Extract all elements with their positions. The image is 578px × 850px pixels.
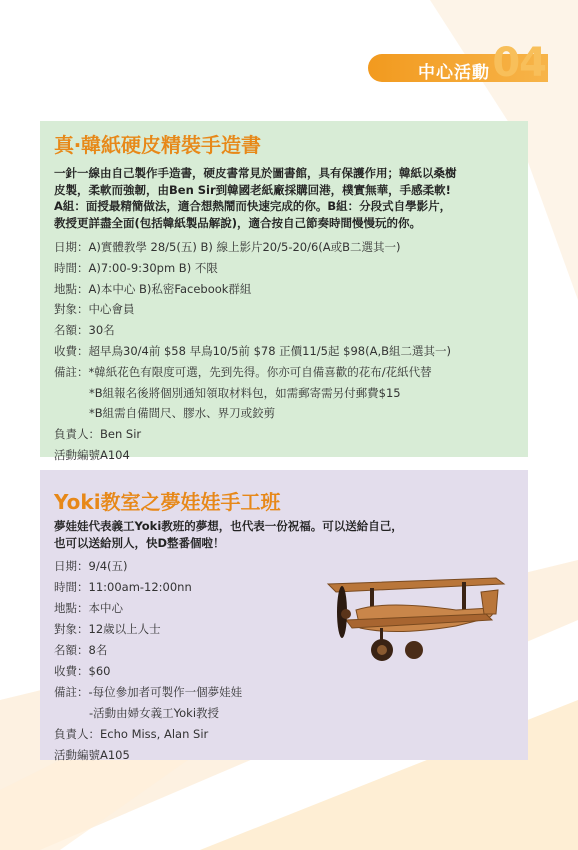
section-number: 04 — [492, 40, 546, 86]
detail-quota: 名額：30名 — [54, 323, 115, 338]
activity-title: 真‧韓紙硬皮精裝手造書 — [54, 133, 261, 157]
detail-time: 時間：A)7:00-9:30pm B) 不限 — [54, 260, 218, 275]
detail-fee: 收費：超早鳥30/4前 $58 早鳥10/5前 $78 正價11/5起 $98(A,B組二選其一) — [54, 343, 451, 358]
detail-remarks-extra: *B組需自備間尺、膠水、界刀或鉸剪 — [89, 406, 276, 421]
detail-remarks: 備註：-每位參加者可製作一個夢娃娃 — [54, 685, 243, 699]
detail-quota: 名額：8名 — [54, 643, 108, 657]
detail-remarks: 備註：*韓紙花色有限度可選，先到先得。你亦可自備喜歡的花布/花紙代替 — [54, 364, 432, 379]
wooden-airplane-icon — [316, 570, 516, 670]
intro-line: 一針一線由自己製作手造書，硬皮書常見於圖書館，具有保護作用；韓紙以桑樹 — [54, 166, 457, 180]
intro-line: 教授更詳盡全面(包括韓紙製品解說)，適合按自己節奏時間慢慢玩的你。 — [54, 215, 422, 230]
detail-person: 負責人：Ben Sir — [54, 427, 142, 442]
detail-date: 日期：A)實體教學 28/5(五) B) 線上影片20/5-20/6(A或B二選其一) — [54, 240, 401, 254]
activity-code: 活動編號A104 — [54, 447, 130, 462]
activity-code: 活動編號A105 — [54, 748, 130, 762]
detail-date: 日期：9/4(五) — [54, 559, 128, 573]
detail-time: 時間：11:00am-12:00nn — [54, 580, 192, 594]
activity-card-a105 — [40, 470, 528, 760]
detail-remarks-extra: -活動由婦女義工Yoki教授 — [89, 706, 220, 720]
detail-target: 對象：12歲以上人士 — [54, 622, 161, 636]
intro-line: 夢娃娃代表義工Yoki教班的夢想，也代表一份祝福。可以送給自己， — [54, 519, 403, 533]
detail-fee: 收費：$60 — [54, 664, 111, 678]
activity-details — [54, 237, 451, 466]
detail-location: 地點：A)本中心 B)私密Facebook群組 — [54, 281, 252, 296]
section-header — [348, 42, 548, 86]
detail-person: 負責人：Echo Miss, Alan Sir — [54, 727, 209, 741]
intro-line: A組：面授最精簡做法，適合想熱鬧而快速完成的你。B組：分段式自學影片， — [54, 199, 452, 213]
intro-line: 皮製，柔軟而強韌，由Ben Sir到韓國老紙廠採購回港，樸實無華，手感柔軟! — [54, 182, 451, 197]
activity-details — [54, 556, 242, 766]
activity-intro — [54, 518, 514, 551]
activity-title: Yoki教室之夢娃娃手工班 — [54, 490, 281, 514]
detail-location: 地點：本中心 — [54, 601, 123, 615]
detail-target: 對象：中心會員 — [54, 302, 135, 317]
intro-line: 也可以送給別人，快D整番個啦！ — [54, 535, 225, 550]
activity-intro — [54, 165, 514, 231]
section-title: 中心活動 — [418, 63, 490, 83]
activity-card-a104 — [40, 121, 528, 462]
detail-remarks-extra: *B組報名後將個別通知領取材料包，如需郵寄需另付郵費$15 — [89, 385, 401, 400]
